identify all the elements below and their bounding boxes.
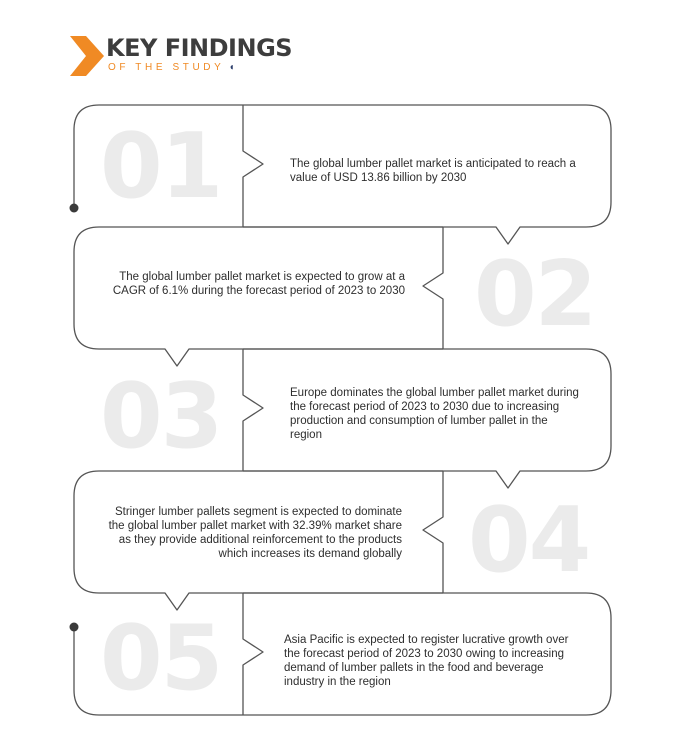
page-title: KEY FINDINGS	[106, 34, 293, 62]
card-divider-03	[243, 349, 263, 471]
finding-text-05: Asia Pacific is expected to register lucrative growth over the forecast period of 2023 to 2030 owing to increasing demand of lumber pallets in the food and beverage industry in the region	[284, 634, 569, 688]
timeline-start-dot	[70, 204, 79, 213]
finding-number-05: 05	[100, 606, 222, 711]
finding-number-02: 02	[474, 242, 596, 347]
finding-text-03: Europe dominates the global lumber pallet market during the forecast period of 2023 to 2030 due to increasing production and consumption of lumber pallet in the region	[290, 387, 579, 441]
finding-number-01: 01	[100, 114, 222, 219]
finding-number-03: 03	[100, 364, 222, 469]
page-subtitle-text: OF THE STUDY	[108, 62, 225, 73]
card-divider-04	[423, 471, 443, 593]
half-circle-mark-icon: ◖	[228, 62, 235, 73]
finding-text-02: The global lumber pallet market is expected to grow at a CAGR of 6.1% during the forecast period of 2023 to 2030	[112, 271, 405, 297]
card-divider-05	[243, 593, 263, 715]
card-divider-02	[423, 227, 443, 349]
finding-text-01: The global lumber pallet market is anticipated to reach a value of USD 13.86 billion by 2030	[290, 158, 576, 184]
finding-number-04: 04	[468, 488, 590, 593]
finding-text-04: Stringer lumber pallets segment is expected to dominate the global lumber pallet market with 32.39% market share as they provide additional reinforcement to the products which increases its demand globally	[108, 506, 402, 560]
card-divider-01	[243, 105, 263, 227]
timeline-end-dot	[70, 623, 79, 632]
